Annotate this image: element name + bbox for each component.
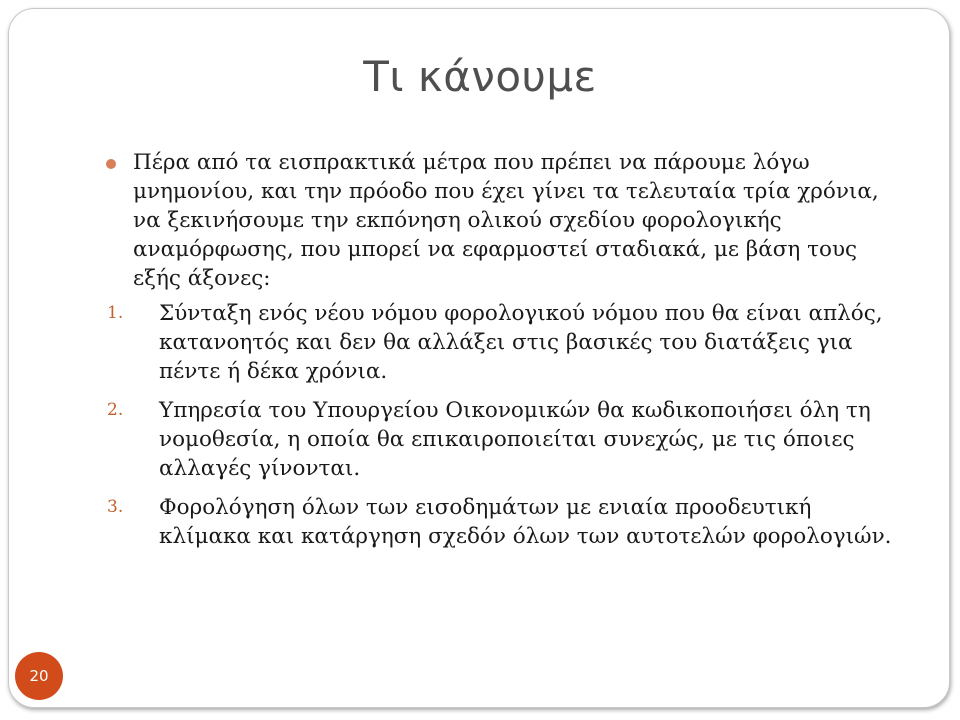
list-item-number: 2. — [107, 400, 124, 420]
list-item — [100, 493, 908, 551]
list-item — [100, 299, 908, 386]
list-item-text: Φορολόγηση όλων των εισοδημάτων με ενιαία προοδευτική κλίμακα και κατάργηση σχεδόν όλων των αυτοτελών φορολογιών. — [159, 495, 892, 549]
list-item-text: Υπηρεσία του Υπουργείου Οικονομικών θα κωδικοποιήσει όλη τη νομοθεσία, η οποία θα επικαιροποιείται συνεχώς, με τις όποιες αλλαγές γίνονται. — [159, 398, 871, 481]
list-item — [100, 396, 908, 483]
intro-bullet — [100, 148, 908, 293]
intro-bullet-text: Πέρα από τα εισπρακτικά μέτρα που πρέπει να πάρουμε λόγω μνημονίου, και την πρόοδο που έχει γίνει τα τελευταία τρία χρόνια, να ξεκινήσουμε την εκπόνηση ολικού σχεδίου φορολογικής αναμόρφωσης, που μπορεί να εφαρμοστεί σταδιακά, με βάση τους εξής άξονες: — [133, 150, 879, 291]
slide-title: Τι κάνουμε — [363, 52, 597, 101]
slide-content — [100, 148, 908, 561]
numbered-list — [100, 299, 908, 551]
list-item-text: Σύνταξη ενός νέου νόμου φορολογικού νόμου που θα είναι απλός, κατανοητός και δεν θα αλλάξει στις βασικές του διατάξεις για πέντε ή δέκα χρόνια. — [159, 301, 883, 384]
list-item-number: 3. — [107, 497, 124, 517]
list-item-number: 1. — [107, 303, 124, 323]
page-number-badge: 20 — [15, 652, 63, 700]
bullet-dot-icon — [106, 159, 116, 169]
